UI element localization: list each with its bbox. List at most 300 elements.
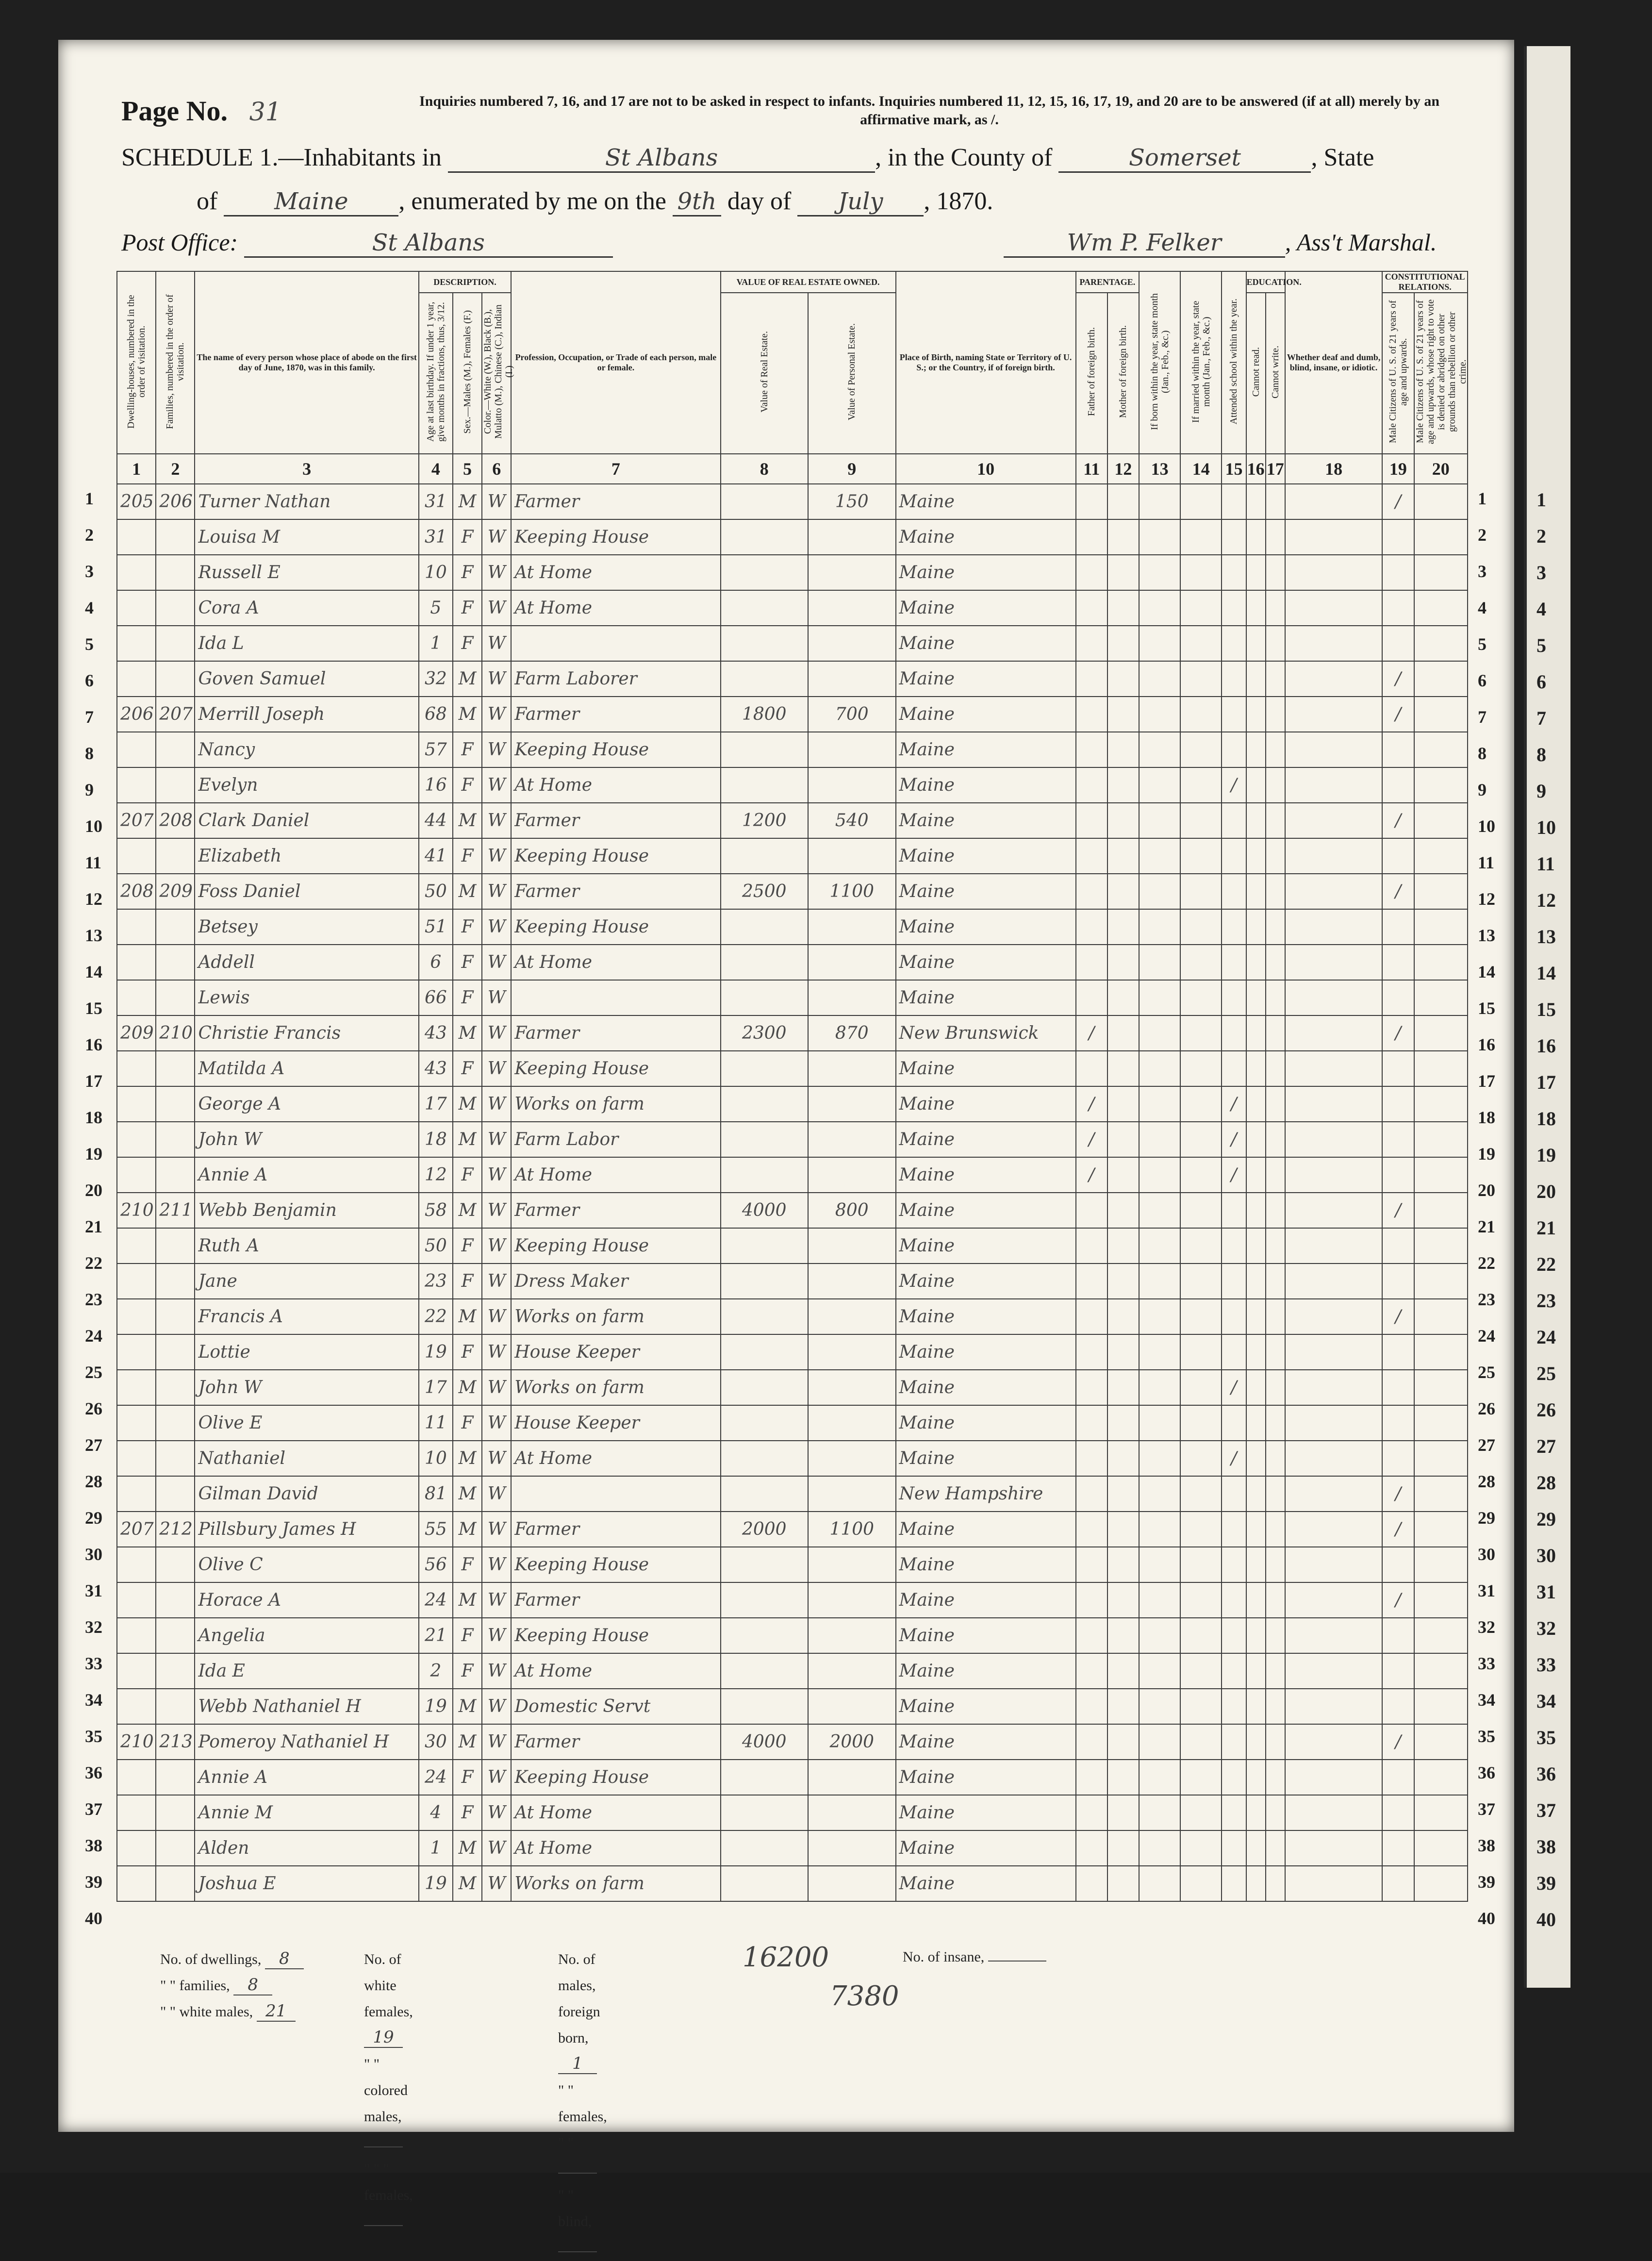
strip-line-number: 30	[1536, 1545, 1556, 1566]
married-month-cell	[1180, 1370, 1222, 1405]
person-name: John W	[195, 1122, 418, 1157]
cannot-write-cell	[1266, 1441, 1285, 1476]
male-citizen-cell	[1382, 1405, 1414, 1441]
birthplace-cell: Maine	[896, 732, 1076, 767]
father-foreign-cell	[1076, 803, 1107, 838]
person-name: Russell E	[195, 555, 418, 590]
age-cell: 43	[419, 1015, 453, 1051]
dwelling-number	[117, 1370, 156, 1405]
line-number: 2	[1478, 525, 1487, 545]
line-number: 1	[1478, 489, 1487, 508]
line-number: 17	[85, 1071, 102, 1091]
married-month-cell	[1180, 1441, 1222, 1476]
male-citizen-cell	[1382, 1086, 1414, 1122]
mother-foreign-cell	[1107, 1689, 1139, 1724]
state-label: , State	[1311, 144, 1374, 171]
occupation-cell: Keeping House	[511, 1618, 720, 1653]
strip-line-number: 6	[1536, 671, 1546, 693]
personal-estate-cell	[808, 1370, 896, 1405]
married-month-cell	[1180, 767, 1222, 803]
disability-cell	[1285, 484, 1383, 519]
color-cell: W	[482, 555, 511, 590]
disability-cell	[1285, 1547, 1383, 1582]
birthplace-cell: Maine	[896, 697, 1076, 732]
person-name: Pomeroy Nathaniel H	[195, 1724, 418, 1760]
birthplace-cell: Maine	[896, 803, 1076, 838]
family-number	[156, 626, 195, 661]
born-month-cell	[1139, 1476, 1180, 1512]
column-number: 5	[453, 454, 482, 484]
disability-cell	[1285, 1512, 1383, 1547]
school-cell	[1222, 1582, 1246, 1618]
line-number: 19	[85, 1144, 102, 1164]
age-cell: 56	[419, 1547, 453, 1582]
born-month-cell	[1139, 1618, 1180, 1653]
color-cell: W	[482, 1512, 511, 1547]
education-group: EDUCATION.	[1246, 271, 1285, 293]
vote-denied-cell	[1414, 1157, 1468, 1193]
disability-cell	[1285, 1193, 1383, 1228]
person-name: Elizabeth	[195, 838, 418, 874]
occupation-cell: Farmer	[511, 697, 720, 732]
family-number	[156, 732, 195, 767]
dwelling-number	[117, 980, 156, 1015]
mother-foreign-cell	[1107, 1193, 1139, 1228]
dwelling-number: 210	[117, 1724, 156, 1760]
sex-cell: F	[453, 1547, 482, 1582]
personal-estate-cell	[808, 1618, 896, 1653]
family-number	[156, 1830, 195, 1866]
post-office-label: Post Office:	[121, 229, 238, 256]
foreign-females-value	[558, 2173, 597, 2174]
personal-estate-cell	[808, 767, 896, 803]
column-number: 8	[721, 454, 809, 484]
personal-estate-cell	[808, 1830, 896, 1866]
family-number: 208	[156, 803, 195, 838]
vote-denied-cell	[1414, 1795, 1468, 1830]
strip-line-number: 15	[1536, 998, 1556, 1020]
male-citizen-cell	[1382, 980, 1414, 1015]
line-number: 26	[1478, 1399, 1495, 1418]
line-number: 18	[85, 1108, 102, 1127]
born-month-cell	[1139, 980, 1180, 1015]
disability-cell	[1285, 1015, 1383, 1051]
disability-cell	[1285, 980, 1383, 1015]
table-row	[117, 1228, 1468, 1264]
real-estate-cell	[721, 1370, 809, 1405]
real-estate-group: VALUE OF REAL ESTATE OWNED.	[721, 271, 896, 293]
column-number: 11	[1076, 454, 1107, 484]
strip-line-number: 5	[1536, 634, 1546, 656]
age-cell: 18	[419, 1122, 453, 1157]
real-estate-cell	[721, 555, 809, 590]
strip-line-number: 18	[1536, 1108, 1556, 1130]
line-number: 23	[1478, 1290, 1495, 1309]
personal-estate-cell	[808, 1582, 896, 1618]
person-name: Annie A	[195, 1157, 418, 1193]
occupation-cell: House Keeper	[511, 1405, 720, 1441]
sex-cell: F	[453, 1334, 482, 1370]
real-estate-cell	[721, 945, 809, 980]
color-cell: W	[482, 1405, 511, 1441]
married-month-cell	[1180, 555, 1222, 590]
family-number	[156, 1653, 195, 1689]
person-name: Pillsbury James H	[195, 1512, 418, 1547]
real-estate-cell	[721, 1795, 809, 1830]
birthplace-cell: Maine	[896, 1830, 1076, 1866]
cannot-write-cell	[1266, 1582, 1285, 1618]
col-16-header: Cannot read.	[1250, 347, 1261, 397]
sex-cell: F	[453, 1405, 482, 1441]
personal-estate-cell	[808, 626, 896, 661]
married-month-cell	[1180, 1547, 1222, 1582]
personal-estate-cell	[808, 1405, 896, 1441]
census-rows	[117, 484, 1468, 1901]
color-cell: W	[482, 732, 511, 767]
strip-line-number: 37	[1536, 1799, 1556, 1821]
father-foreign-cell	[1076, 1193, 1107, 1228]
married-month-cell	[1180, 1476, 1222, 1512]
family-number: 211	[156, 1193, 195, 1228]
male-citizen-cell	[1382, 1653, 1414, 1689]
person-name: Ida L	[195, 626, 418, 661]
personal-estate-cell	[808, 1760, 896, 1795]
married-month-cell	[1180, 626, 1222, 661]
cannot-write-cell	[1266, 1512, 1285, 1547]
cannot-read-cell	[1246, 1689, 1266, 1724]
line-number: 4	[1478, 598, 1487, 617]
male-citizen-cell	[1382, 519, 1414, 555]
sex-cell: F	[453, 838, 482, 874]
day-field: 9th	[673, 188, 721, 216]
table-row	[117, 874, 1468, 909]
father-foreign-cell	[1076, 767, 1107, 803]
table-row	[117, 1547, 1468, 1582]
father-foreign-cell	[1076, 1582, 1107, 1618]
birthplace-cell: Maine	[896, 1334, 1076, 1370]
birthplace-cell: Maine	[896, 484, 1076, 519]
person-name: Turner Nathan	[195, 484, 418, 519]
line-number: 28	[1478, 1472, 1495, 1491]
cannot-read-cell	[1246, 1866, 1266, 1901]
real-estate-cell: 2000	[721, 1512, 809, 1547]
white-males-value: 21	[257, 2001, 296, 2022]
male-citizen-cell	[1382, 1618, 1414, 1653]
born-month-cell	[1139, 767, 1180, 803]
sex-cell: F	[453, 1618, 482, 1653]
dwelling-number	[117, 838, 156, 874]
sex-cell: M	[453, 1015, 482, 1051]
mother-foreign-cell	[1107, 1015, 1139, 1051]
cannot-write-cell	[1266, 1760, 1285, 1795]
male-citizen-cell: /	[1382, 1512, 1414, 1547]
line-number: 13	[85, 926, 102, 945]
birthplace-cell: Maine	[896, 1760, 1076, 1795]
age-cell: 6	[419, 945, 453, 980]
married-month-cell	[1180, 803, 1222, 838]
born-month-cell	[1139, 1370, 1180, 1405]
age-cell: 23	[419, 1264, 453, 1299]
cannot-read-cell	[1246, 1724, 1266, 1760]
dwelling-number	[117, 590, 156, 626]
real-estate-cell	[721, 838, 809, 874]
disability-cell	[1285, 1370, 1383, 1405]
mother-foreign-cell	[1107, 1441, 1139, 1476]
birthplace-cell: Maine	[896, 767, 1076, 803]
married-month-cell	[1180, 661, 1222, 697]
sex-cell: F	[453, 909, 482, 945]
dwelling-number	[117, 519, 156, 555]
vote-denied-cell	[1414, 1866, 1468, 1901]
birthplace-cell: Maine	[896, 1122, 1076, 1157]
personal-estate-cell	[808, 590, 896, 626]
personal-estate-cell	[808, 838, 896, 874]
school-cell	[1222, 1795, 1246, 1830]
age-cell: 41	[419, 838, 453, 874]
married-month-cell	[1180, 732, 1222, 767]
blind-value	[558, 2251, 597, 2252]
real-estate-cell: 4000	[721, 1193, 809, 1228]
father-foreign-cell: /	[1076, 1122, 1107, 1157]
vote-denied-cell	[1414, 1689, 1468, 1724]
mother-foreign-cell	[1107, 590, 1139, 626]
table-row	[117, 1405, 1468, 1441]
birthplace-cell: Maine	[896, 661, 1076, 697]
married-month-cell	[1180, 1760, 1222, 1795]
birthplace-cell: Maine	[896, 1264, 1076, 1299]
disability-cell	[1285, 626, 1383, 661]
disability-cell	[1285, 1582, 1383, 1618]
person-name: Clark Daniel	[195, 803, 418, 838]
real-estate-cell	[721, 590, 809, 626]
birthplace-cell: Maine	[896, 1512, 1076, 1547]
age-cell: 24	[419, 1760, 453, 1795]
cannot-read-cell	[1246, 1512, 1266, 1547]
mother-foreign-cell	[1107, 1157, 1139, 1193]
school-cell	[1222, 1476, 1246, 1512]
person-name: Nancy	[195, 732, 418, 767]
vote-denied-cell	[1414, 1830, 1468, 1866]
mother-foreign-cell	[1107, 555, 1139, 590]
line-number: 37	[85, 1799, 102, 1819]
strip-line-number: 17	[1536, 1071, 1556, 1093]
occupation-cell: Domestic Servt	[511, 1689, 720, 1724]
sex-cell: M	[453, 1441, 482, 1476]
line-number: 24	[1478, 1326, 1495, 1346]
real-estate-cell	[721, 1086, 809, 1122]
table-row	[117, 519, 1468, 555]
col-1-header: Dwelling-houses, numbered in the order of visitation.	[126, 294, 148, 429]
school-cell: /	[1222, 1441, 1246, 1476]
family-number	[156, 1405, 195, 1441]
strip-line-number: 28	[1536, 1472, 1556, 1494]
birthplace-cell: Maine	[896, 1370, 1076, 1405]
parentage-group: PARENTAGE.	[1076, 271, 1139, 293]
personal-estate-cell	[808, 661, 896, 697]
birthplace-cell: Maine	[896, 874, 1076, 909]
sex-cell: F	[453, 1157, 482, 1193]
born-month-cell	[1139, 1193, 1180, 1228]
age-cell: 50	[419, 1228, 453, 1264]
sex-cell: F	[453, 626, 482, 661]
married-month-cell	[1180, 1299, 1222, 1334]
born-month-cell	[1139, 1866, 1180, 1901]
line-number: 5	[85, 634, 94, 654]
column-number: 16	[1246, 454, 1266, 484]
cannot-write-cell	[1266, 1157, 1285, 1193]
family-number	[156, 1618, 195, 1653]
school-cell	[1222, 1830, 1246, 1866]
color-cell: W	[482, 590, 511, 626]
cannot-write-cell	[1266, 1299, 1285, 1334]
totals-col-3	[558, 1946, 607, 2261]
school-cell: /	[1222, 767, 1246, 803]
sex-cell: M	[453, 661, 482, 697]
disability-cell	[1285, 1441, 1383, 1476]
age-cell: 24	[419, 1582, 453, 1618]
col-7-header: Profession, Occupation, or Trade of each person, male or female.	[511, 271, 720, 454]
family-number	[156, 1334, 195, 1370]
strip-line-number: 25	[1536, 1363, 1556, 1384]
family-number	[156, 909, 195, 945]
table-row	[117, 1051, 1468, 1086]
family-number: 213	[156, 1724, 195, 1760]
disability-cell	[1285, 1724, 1383, 1760]
disability-cell	[1285, 803, 1383, 838]
dwelling-number	[117, 1122, 156, 1157]
cannot-read-cell	[1246, 1476, 1266, 1512]
male-citizen-cell: /	[1382, 874, 1414, 909]
sex-cell: F	[453, 1264, 482, 1299]
line-number: 30	[85, 1545, 102, 1564]
table-row	[117, 909, 1468, 945]
mother-foreign-cell	[1107, 1264, 1139, 1299]
totals-col-1	[160, 1946, 304, 2025]
age-cell: 10	[419, 555, 453, 590]
vote-denied-cell	[1414, 874, 1468, 909]
family-number	[156, 1582, 195, 1618]
school-cell: /	[1222, 1086, 1246, 1122]
person-name: Webb Nathaniel H	[195, 1689, 418, 1724]
vote-denied-cell	[1414, 1086, 1468, 1122]
born-month-cell	[1139, 1299, 1180, 1334]
dwelling-number	[117, 1795, 156, 1830]
line-number: 40	[1478, 1909, 1495, 1928]
line-number: 2	[85, 525, 94, 545]
disability-cell	[1285, 1122, 1383, 1157]
dwellings-value: 8	[265, 1949, 304, 1969]
personal-estate-cell	[808, 1122, 896, 1157]
line-number: 39	[1478, 1872, 1495, 1892]
mother-foreign-cell	[1107, 626, 1139, 661]
vote-denied-cell	[1414, 1582, 1468, 1618]
sex-cell: M	[453, 874, 482, 909]
occupation-cell: Farmer	[511, 1193, 720, 1228]
real-estate-cell	[721, 1264, 809, 1299]
blind-label: " " blind,	[558, 2187, 592, 2229]
married-month-cell	[1180, 697, 1222, 732]
disability-cell	[1285, 1689, 1383, 1724]
line-number: 6	[85, 671, 94, 690]
mother-foreign-cell	[1107, 803, 1139, 838]
personal-estate-cell	[808, 980, 896, 1015]
dwelling-number	[117, 1157, 156, 1193]
male-citizen-cell: /	[1382, 484, 1414, 519]
col-11-header: Father of foreign birth.	[1086, 327, 1097, 416]
occupation-cell: Keeping House	[511, 1228, 720, 1264]
color-cell: W	[482, 661, 511, 697]
cannot-write-cell	[1266, 1264, 1285, 1299]
person-name: Merrill Joseph	[195, 697, 418, 732]
enumerated-label: , enumerated by me on the	[398, 187, 666, 215]
person-name: Gilman David	[195, 1476, 418, 1512]
age-cell: 44	[419, 803, 453, 838]
married-month-cell	[1180, 484, 1222, 519]
real-estate-cell	[721, 1228, 809, 1264]
mother-foreign-cell	[1107, 838, 1139, 874]
dwelling-number: 207	[117, 803, 156, 838]
cannot-read-cell	[1246, 555, 1266, 590]
line-number: 14	[1478, 962, 1495, 981]
table-row	[117, 1264, 1468, 1299]
age-cell: 10	[419, 1441, 453, 1476]
mother-foreign-cell	[1107, 1653, 1139, 1689]
person-name: Ida E	[195, 1653, 418, 1689]
dwelling-number	[117, 1653, 156, 1689]
school-cell	[1222, 838, 1246, 874]
color-cell: W	[482, 803, 511, 838]
cannot-write-cell	[1266, 1866, 1285, 1901]
real-estate-cell	[721, 1299, 809, 1334]
cannot-write-cell	[1266, 1051, 1285, 1086]
table-row	[117, 1795, 1468, 1830]
personal-estate-cell: 870	[808, 1015, 896, 1051]
real-estate-cell	[721, 980, 809, 1015]
description-group: DESCRIPTION.	[419, 271, 512, 293]
father-foreign-cell	[1076, 1264, 1107, 1299]
real-estate-cell	[721, 767, 809, 803]
line-number: 31	[85, 1581, 102, 1600]
table-row	[117, 732, 1468, 767]
mother-foreign-cell	[1107, 1228, 1139, 1264]
cannot-read-cell	[1246, 661, 1266, 697]
vote-denied-cell	[1414, 626, 1468, 661]
personal-estate-cell: 150	[808, 484, 896, 519]
color-cell: W	[482, 1441, 511, 1476]
table-row	[117, 697, 1468, 732]
personal-estate-cell	[808, 1689, 896, 1724]
father-foreign-cell	[1076, 1689, 1107, 1724]
age-cell: 57	[419, 732, 453, 767]
sex-cell: M	[453, 1582, 482, 1618]
occupation-cell: At Home	[511, 1653, 720, 1689]
person-name: Matilda A	[195, 1051, 418, 1086]
sex-cell: M	[453, 1370, 482, 1405]
dwelling-number	[117, 732, 156, 767]
birthplace-cell: New Hampshire	[896, 1476, 1076, 1512]
school-cell	[1222, 1653, 1246, 1689]
cannot-write-cell	[1266, 803, 1285, 838]
occupation-cell: Works on farm	[511, 1866, 720, 1901]
dwelling-number	[117, 1547, 156, 1582]
born-month-cell	[1139, 1582, 1180, 1618]
disability-cell	[1285, 1086, 1383, 1122]
family-number: 210	[156, 1015, 195, 1051]
married-month-cell	[1180, 1653, 1222, 1689]
family-number	[156, 1760, 195, 1795]
strip-line-number: 16	[1536, 1035, 1556, 1057]
occupation-cell: Keeping House	[511, 1547, 720, 1582]
